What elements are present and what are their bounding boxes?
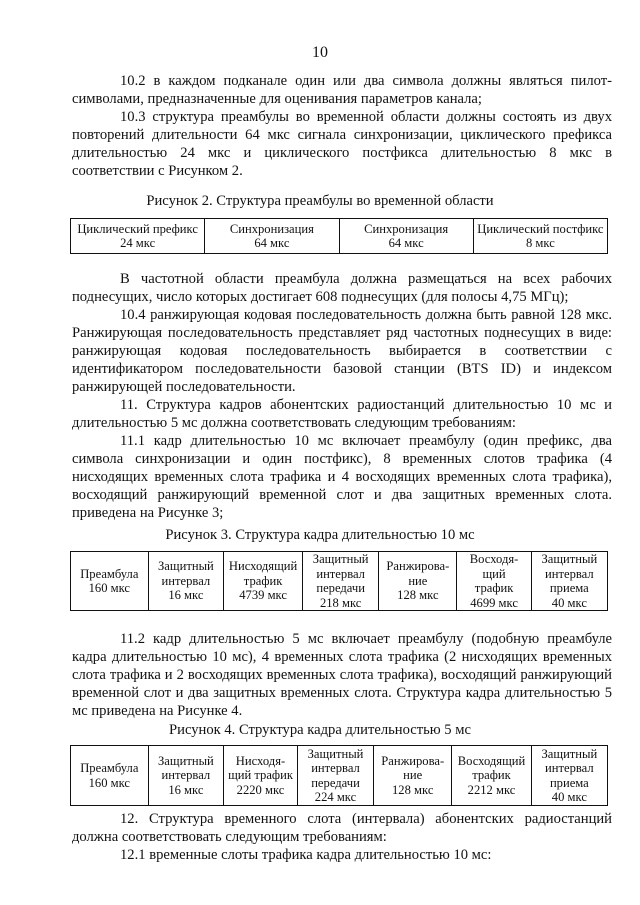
frame5-cell-text: интервал: [161, 768, 211, 783]
paragraph-11-2: 11.2 кадр длительностью 5 мс включает преамбулу (подобную преамбуле кадра длительностью 10 мс), 4 временных слота трафика (2 нисходящих временных слота трафика и 2 восходящих временных слота трафика), восходящий ранжирующий временной слот и два защитных временных слота. Структура кадра длительностью 5 мс приведена на Рисунке 4.: [72, 631, 612, 719]
frame10-cell-4: [379, 552, 457, 611]
frame5-cell-text: передачи: [311, 775, 360, 790]
figure-3-caption: Рисунок 3. Структура кадра длительностью 10 мс: [165, 527, 475, 543]
frame5-cell-text: ние: [403, 768, 423, 783]
frame10-cell-text: 128 мкс: [397, 588, 439, 603]
frame10-cell-text: трафик: [243, 573, 283, 588]
frame10-cell-1: [148, 552, 224, 611]
frame5-cell-text: интервал: [545, 761, 594, 775]
frame5-cell-text: 16 мкс: [168, 782, 204, 797]
frame5-cell-text: приема: [549, 775, 589, 790]
frame10-cell-text: 4699 мкс: [470, 595, 518, 610]
frame5-cell-text: трафик: [472, 768, 511, 783]
paragraph-11-1: 11.1 кадр длительностью 10 мс включает преамбулу (один префикс, два символа синхронизации и один постфикс), 8 временных слотов трафика (4 нисходящих временных слота трафика и 4 восходящих временных слота трафика), восходящий ранжирующий временной слот и два защитных временных слота. приведена на Рисунке 3;: [72, 433, 612, 521]
page-number: 10: [312, 44, 328, 61]
figure-2-preamble-table: [70, 218, 608, 254]
frame10-cell-text: 160 мкс: [88, 581, 131, 595]
paragraph-10-2: 10.2 в каждом подканале один или два символа должны являться пилот-символами, предназначенные для оценивания параметров канала;: [72, 73, 612, 107]
preamble-cell-sync-1: Синхронизация 64 мкс: [205, 219, 339, 254]
frame5-cell-5: [452, 746, 531, 806]
figure-4-frame-5ms-table: [70, 745, 608, 806]
frame5-cell-text: Преамбула: [80, 761, 139, 775]
frame5-cell-text: Ранжирова-: [381, 753, 445, 768]
frame5-cell-text: Восходящий: [457, 753, 526, 768]
frame5-cell-text: 160 мкс: [88, 775, 131, 790]
frame10-cell-text: Защитный: [312, 552, 369, 566]
frame5-cell-text: 40 мкс: [551, 790, 587, 804]
frame5-cell-text: интервал: [311, 761, 360, 775]
figure-3-frame-10ms-table: [70, 551, 608, 611]
preamble-cell-prefix: Циклический префикс 24 мкс: [71, 219, 205, 254]
preamble-cell-sync-2: Синхронизация 64 мкс: [339, 219, 473, 254]
frame5-cell-text: 224 мкс: [314, 790, 357, 804]
frame10-cell-text: Защитный: [541, 552, 598, 566]
frame10-cell-text: приема: [549, 581, 589, 595]
frame5-cell-text: 2220 мкс: [236, 782, 285, 797]
frame10-cell-0: [71, 552, 149, 611]
frame10-cell-text: 16 мкс: [168, 588, 204, 603]
figure-2-caption: Рисунок 2. Структура преамбулы во временной области: [146, 193, 494, 209]
frame5-cell-text: 128 мкс: [392, 782, 434, 797]
frame10-cell-text: 40 мкс: [551, 595, 587, 610]
paragraph-10-3: 10.3 структура преамбулы во временной области должны состоять из двух повторений длительности 64 мкс сигнала синхронизации, циклического префикса длительностью 24 мкс и циклического постфикса длительностью 8 мкс в соответствии с Рисунком 2.: [72, 109, 612, 179]
frame5-cell-1: [148, 746, 224, 806]
frame5-cell-2: [224, 746, 298, 806]
frame10-cell-text: интервал: [316, 566, 365, 581]
preamble-cell-postfix: Циклический постфикс 8 мкс: [473, 219, 607, 254]
figure-4-caption: Рисунок 4. Структура кадра длительностью 5 мс: [169, 722, 471, 738]
frame10-cell-text: Восходя-: [469, 552, 519, 566]
frame10-cell-text: интервал: [545, 566, 594, 581]
frame10-cell-text: щий: [482, 566, 506, 581]
frame5-cell-text: Защитный: [157, 753, 214, 768]
frame10-cell-text: передачи: [316, 581, 365, 595]
paragraph-11: 11. Структура кадров абонентских радиостанций длительностью 10 мс и длительностью 5 мс должна соответствовать следующим требованиям:: [72, 397, 612, 431]
frame10-cell-text: ние: [408, 573, 428, 588]
frame10-cell-text: Ранжирова-: [386, 559, 450, 574]
frame5-cell-text: Защитный: [541, 746, 598, 761]
frame5-cell-text: 2212 мкс: [467, 782, 516, 797]
paragraph-12-1: 12.1 временные слоты трафика кадра длительностью 10 мс:: [120, 847, 492, 863]
frame10-cell-text: Нисходящий: [228, 559, 298, 574]
frame5-cell-text: щий трафик: [228, 768, 293, 783]
frame5-cell-text: Нисходя-: [235, 753, 286, 768]
frame10-cell-5: [457, 552, 531, 611]
paragraph-12: 12. Структура временного слота (интервала) абонентских радиостанций должна соответствовать следующим требованиям:: [72, 811, 612, 845]
frame10-cell-text: трафик: [474, 581, 514, 595]
frame5-cell-4: [374, 746, 452, 806]
frame10-cell-text: 218 мкс: [319, 595, 362, 610]
frame10-cell-text: 4739 мкс: [239, 588, 287, 603]
frame10-cell-text: интервал: [161, 573, 211, 588]
frame5-cell-3: [297, 746, 373, 806]
frame5-cell-text: Защитный: [307, 746, 364, 761]
frame10-cell-6: [531, 552, 607, 611]
frame10-cell-text: Защитный: [157, 559, 214, 574]
frame10-cell-text: Преамбула: [80, 566, 139, 581]
frame10-cell-2: [224, 552, 303, 611]
frame5-cell-0: [71, 746, 149, 806]
frame5-cell-6: [531, 746, 607, 806]
frame10-cell-3: [303, 552, 379, 611]
paragraph-10-4: 10.4 ранжирующая кодовая последовательность должна быть равной 128 мкс. Ранжирующая последовательность представляет ряд частотных поднесущих в виде: ранжирующая кодовая последовательность выбирается в соответствии с идентификатором последовательности базовой станции (BTS ID) и индексом ранжирующей последовательности.: [72, 307, 612, 395]
paragraph-frequency-domain: В частотной области преамбула должна размещаться на всех рабочих поднесущих, число которых достигает 608 поднесущих (для полосы 4,75 МГц);: [72, 271, 612, 305]
